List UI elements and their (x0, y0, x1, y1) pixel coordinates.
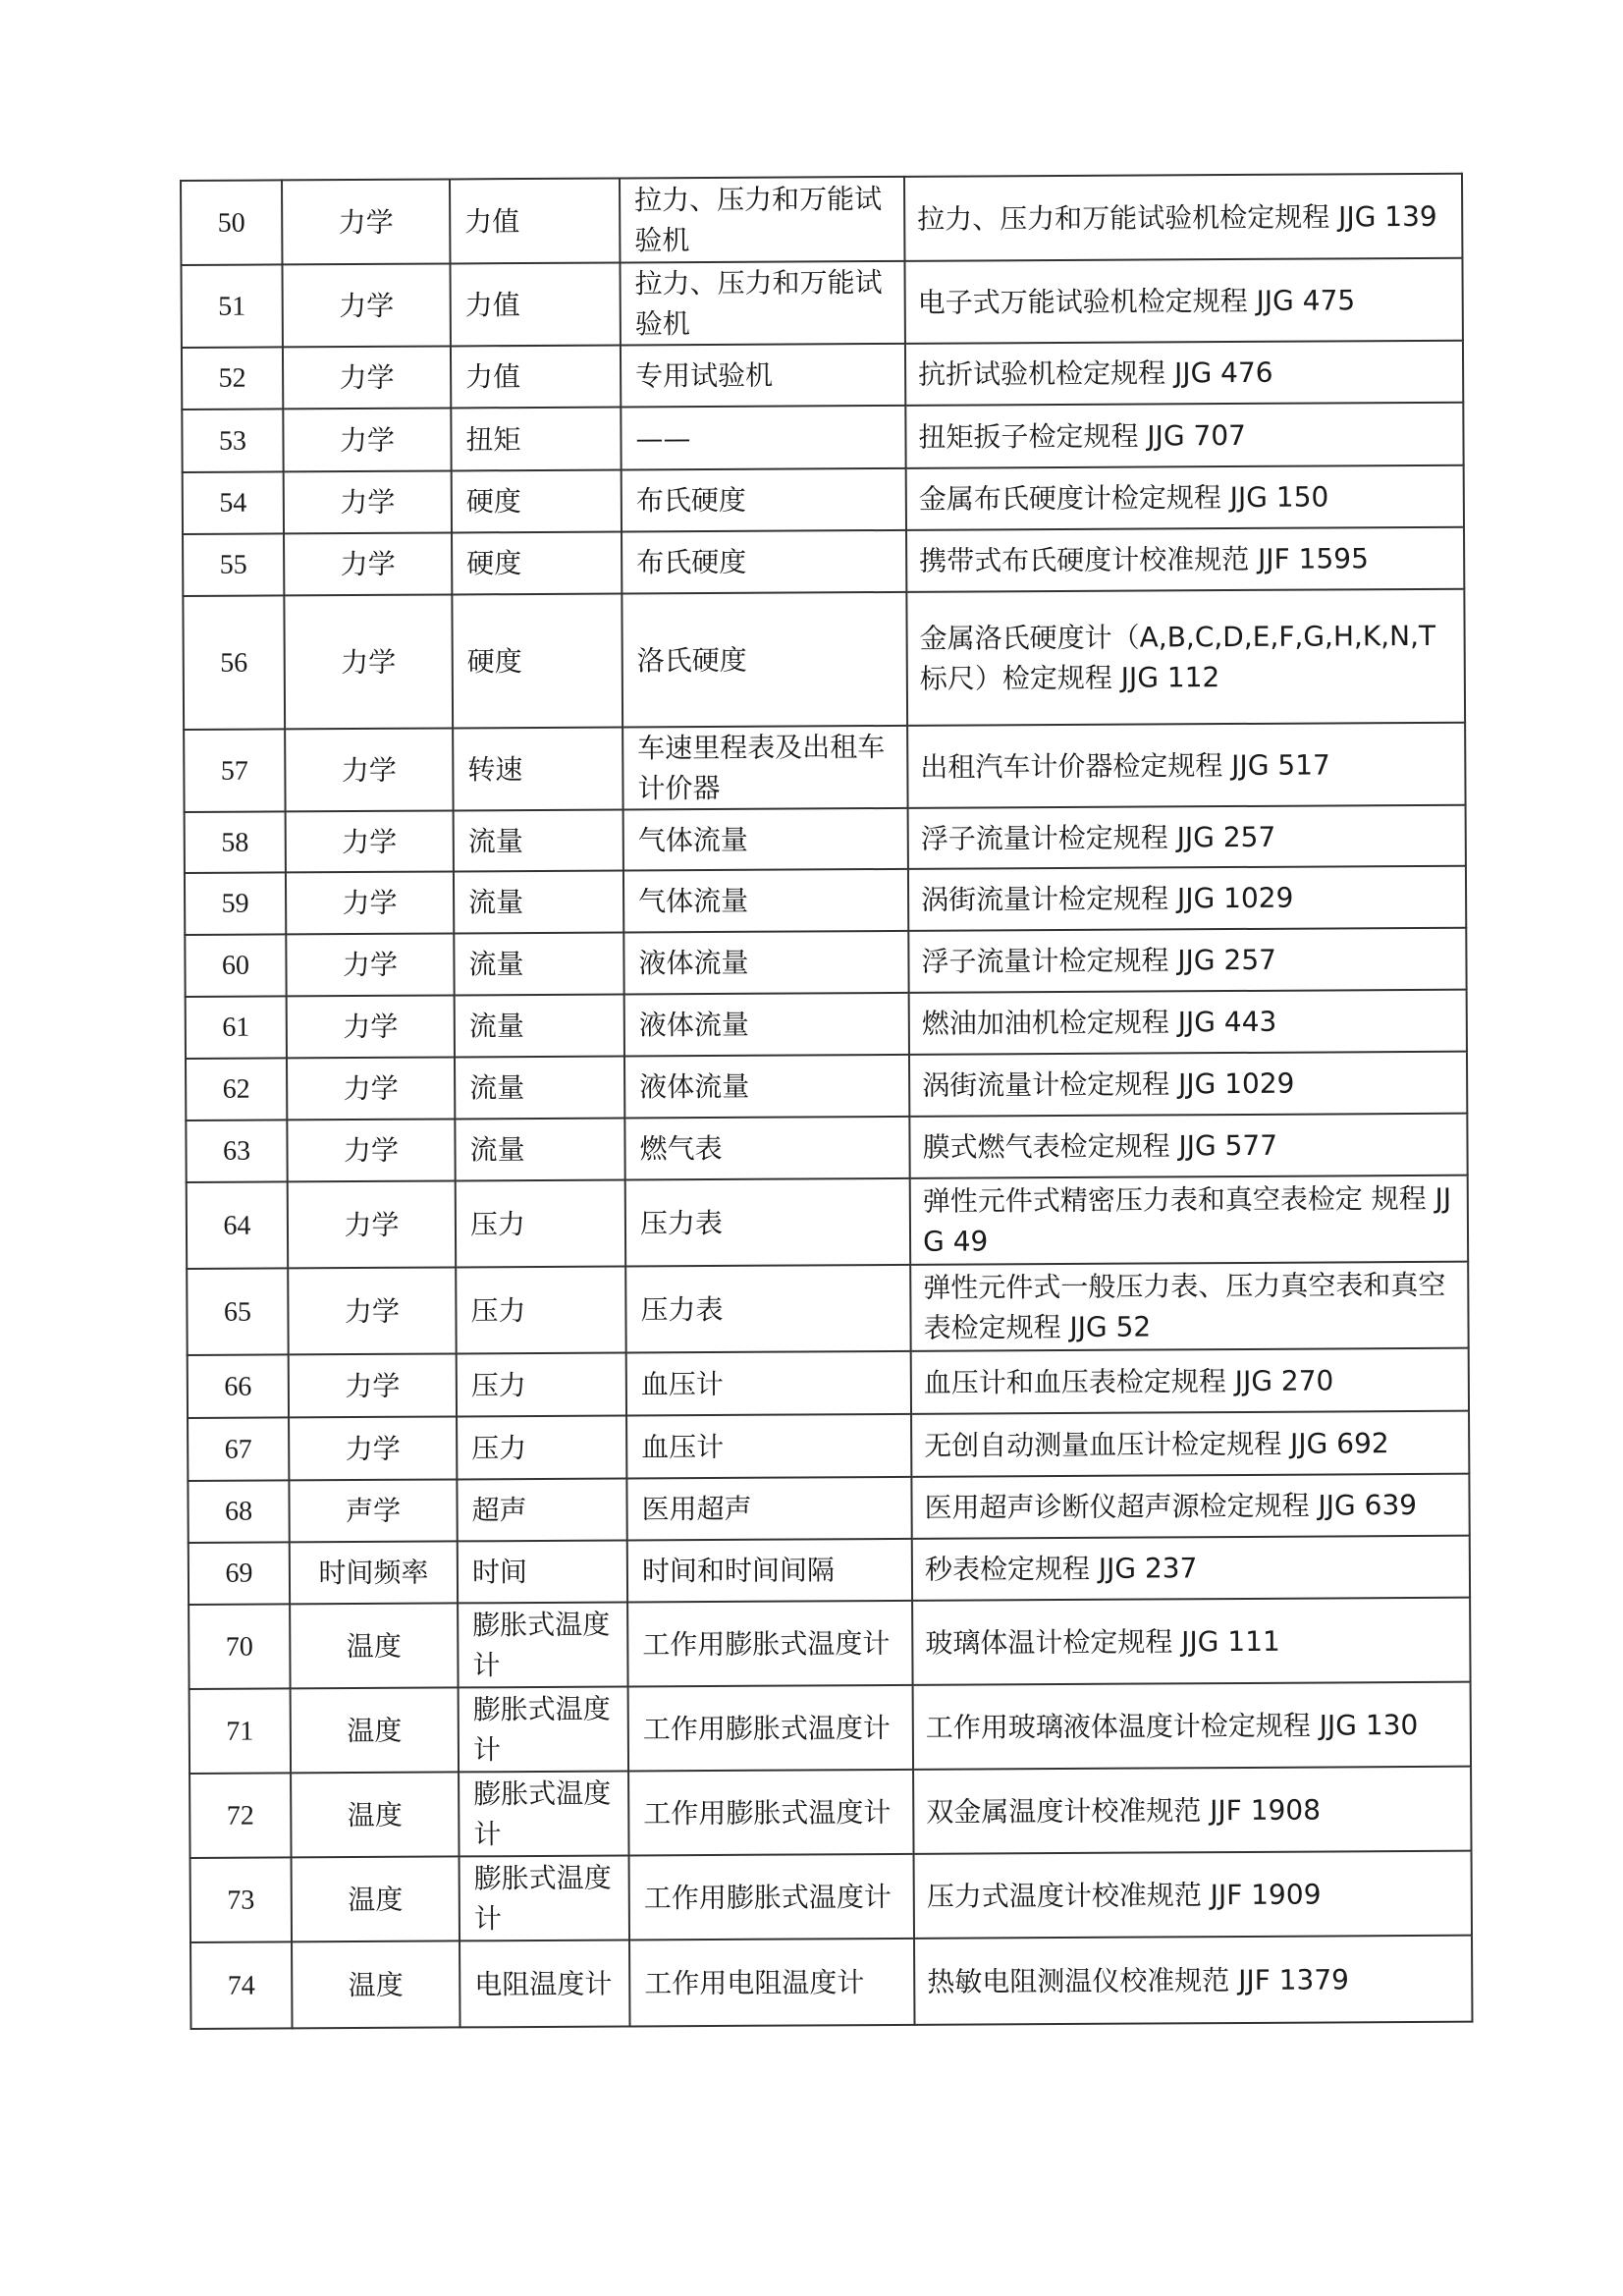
table-row (190, 1936, 1472, 2029)
table-row (188, 1474, 1469, 1543)
measurement-area: 力学 (284, 470, 452, 533)
row-number: 58 (185, 811, 286, 873)
row-number: 56 (183, 595, 285, 730)
regulation-spec: 浮子流量计检定规程 JJG 257 (908, 928, 1466, 993)
measurement-subarea: 扭矩 (451, 407, 621, 470)
measurement-subarea: 超声 (457, 1478, 626, 1541)
measurement-area: 力学 (286, 933, 454, 996)
regulation-spec: 电子式万能试验机检定规程 JJG 475 (904, 258, 1462, 344)
table-row (183, 527, 1464, 596)
instrument-item: 工作用电阻温度计 (629, 1939, 914, 2027)
measurement-subarea: 流量 (454, 870, 623, 933)
row-number: 54 (183, 471, 284, 534)
measurement-subarea: 膨胀式温度计 (458, 1602, 627, 1687)
regulation-spec: 玻璃体温计检定规程 JJG 111 (912, 1598, 1470, 1685)
table-row (185, 928, 1466, 997)
table-row (185, 805, 1466, 873)
regulation-spec: 秒表检定规程 JJG 237 (912, 1536, 1470, 1601)
measurement-subarea: 流量 (455, 1056, 624, 1119)
measurement-area: 力学 (289, 1416, 457, 1480)
row-number: 66 (188, 1354, 289, 1418)
table-row (188, 1411, 1469, 1481)
measurement-subarea: 力值 (450, 178, 620, 263)
table-row (188, 1348, 1469, 1418)
instrument-item: 燃气表 (624, 1117, 909, 1180)
row-number: 55 (183, 533, 284, 596)
row-number: 52 (182, 347, 283, 410)
measurement-subarea: 流量 (454, 809, 623, 871)
measurement-area: 力学 (285, 728, 453, 811)
row-number: 63 (186, 1120, 287, 1182)
measurement-subarea: 电阻温度计 (460, 1940, 629, 2027)
row-number: 74 (190, 1941, 292, 2029)
measurement-subarea: 力值 (451, 345, 621, 408)
instrument-item: 洛氏硬度 (622, 592, 907, 728)
regulation-spec: 热敏电阻测温仪校准规范 JJF 1379 (914, 1936, 1472, 2025)
table-row (181, 258, 1462, 348)
instrument-item: 压力表 (625, 1178, 910, 1267)
table-row (186, 1114, 1467, 1182)
table-row (189, 1536, 1470, 1605)
regulation-spec: 膜式燃气表检定规程 JJG 577 (909, 1114, 1467, 1178)
table-row (187, 1262, 1468, 1355)
measurement-subarea: 流量 (455, 1118, 624, 1180)
instrument-item: 拉力、压力和万能试验机 (620, 261, 904, 346)
measurement-area: 力学 (287, 995, 455, 1058)
instrument-item: 布氏硬度 (622, 468, 906, 532)
measurement-area: 力学 (283, 346, 451, 409)
standards-table (180, 173, 1474, 2030)
measurement-area: 温度 (292, 1856, 460, 1941)
instrument-item: 血压计 (626, 1414, 911, 1479)
standards-table-body (181, 174, 1472, 2029)
instrument-item: 工作用膨胀式温度计 (629, 1854, 914, 1941)
measurement-area: 温度 (291, 1687, 459, 1773)
row-number: 70 (189, 1604, 290, 1689)
row-number: 72 (189, 1773, 291, 1858)
row-number: 62 (186, 1058, 287, 1121)
regulation-spec: 浮子流量计检定规程 JJG 257 (908, 805, 1466, 869)
table-row (189, 1682, 1471, 1774)
row-number: 50 (181, 180, 282, 265)
row-number: 60 (185, 934, 286, 997)
measurement-subarea: 力值 (450, 262, 620, 346)
table-row (190, 1851, 1472, 1942)
row-number: 51 (181, 264, 282, 348)
measurement-area: 温度 (290, 1603, 458, 1688)
instrument-item: 气体流量 (623, 869, 908, 933)
measurement-subarea: 转速 (453, 727, 622, 810)
measurement-area: 力学 (289, 1353, 457, 1417)
regulation-spec: 抗折试验机检定规程 JJG 476 (905, 341, 1463, 406)
table-row (181, 174, 1462, 265)
row-number: 61 (186, 996, 287, 1059)
regulation-spec: 压力式温度计校准规范 JJF 1909 (914, 1851, 1472, 1939)
table-row (182, 403, 1463, 472)
row-number: 71 (189, 1688, 291, 1774)
regulation-spec: 金属布氏硬度计检定规程 JJG 150 (906, 465, 1464, 530)
measurement-area: 力学 (287, 1057, 455, 1120)
measurement-subarea: 膨胀式温度计 (460, 1855, 629, 1941)
measurement-subarea: 压力 (456, 1179, 625, 1267)
regulation-spec: 金属洛氏硬度计（A,B,C,D,E,F,G,H,K,N,T 标尺）检定规程 JJG 112 (906, 589, 1465, 726)
measurement-subarea: 膨胀式温度计 (459, 1686, 628, 1772)
row-number: 59 (185, 872, 286, 935)
row-number: 57 (184, 729, 285, 812)
row-number: 53 (182, 409, 283, 472)
measurement-area: 温度 (291, 1772, 459, 1857)
measurement-subarea: 流量 (454, 932, 623, 995)
measurement-area: 力学 (282, 263, 450, 347)
instrument-item: 工作用膨胀式温度计 (628, 1685, 913, 1772)
instrument-item: 布氏硬度 (622, 530, 906, 594)
table-row (185, 866, 1466, 935)
instrument-item: 血压计 (626, 1351, 911, 1416)
regulation-spec: 出租汽车计价器检定规程 JJG 517 (907, 723, 1465, 808)
regulation-spec: 弹性元件式精密压力表和真空表检定 规程 JJG 49 (910, 1175, 1468, 1265)
regulation-spec: 扭矩扳子检定规程 JJG 707 (905, 403, 1463, 468)
row-number: 68 (188, 1480, 289, 1543)
table-row (186, 1052, 1467, 1121)
measurement-area: 力学 (283, 408, 451, 471)
table-row (189, 1767, 1471, 1858)
instrument-item: 液体流量 (623, 931, 908, 995)
instrument-item: —— (621, 406, 905, 470)
table-row (186, 990, 1467, 1059)
table-row (189, 1598, 1470, 1689)
measurement-subarea: 硬度 (452, 469, 622, 532)
row-number: 67 (188, 1417, 289, 1481)
regulation-spec: 双金属温度计校准规范 JJF 1908 (913, 1767, 1471, 1854)
regulation-spec: 工作用玻璃液体温度计检定规程 JJG 130 (913, 1682, 1471, 1770)
instrument-item: 拉力、压力和万能试验机 (620, 177, 904, 263)
instrument-item: 气体流量 (623, 808, 908, 871)
instrument-item: 车速里程表及出租车计价器 (622, 726, 907, 810)
instrument-item: 液体流量 (624, 993, 909, 1057)
table-row (184, 723, 1465, 812)
instrument-item: 压力表 (625, 1265, 910, 1353)
measurement-area: 力学 (288, 1180, 456, 1268)
measurement-subarea: 时间 (458, 1540, 627, 1603)
table-row (182, 341, 1463, 410)
table-row (187, 1175, 1468, 1269)
row-number: 73 (190, 1857, 292, 1942)
measurement-subarea: 压力 (456, 1266, 625, 1353)
regulation-spec: 拉力、压力和万能试验机检定规程 JJG 139 (904, 174, 1462, 261)
regulation-spec: 携带式布氏硬度计校准规范 JJF 1595 (906, 527, 1464, 592)
measurement-area: 力学 (284, 594, 453, 729)
instrument-item: 液体流量 (624, 1055, 909, 1119)
regulation-spec: 燃油加油机检定规程 JJG 443 (909, 990, 1467, 1055)
measurement-subarea: 流量 (455, 994, 624, 1057)
measurement-area: 力学 (284, 532, 452, 595)
measurement-area: 时间频率 (290, 1541, 458, 1604)
measurement-area: 力学 (288, 1267, 456, 1354)
measurement-area: 声学 (289, 1479, 457, 1542)
measurement-subarea: 硬度 (452, 593, 622, 728)
measurement-subarea: 压力 (457, 1352, 626, 1416)
measurement-subarea: 膨胀式温度计 (459, 1771, 628, 1856)
instrument-item: 时间和时间间隔 (627, 1539, 912, 1603)
regulation-spec: 无创自动测量血压计检定规程 JJG 692 (911, 1411, 1469, 1477)
table-row (183, 589, 1465, 730)
regulation-spec: 涡街流量计检定规程 JJG 1029 (908, 866, 1466, 931)
instrument-item: 专用试验机 (621, 344, 905, 408)
regulation-spec: 医用超声诊断仪超声源检定规程 JJG 639 (911, 1474, 1469, 1539)
regulation-spec: 涡街流量计检定规程 JJG 1029 (909, 1052, 1467, 1117)
measurement-area: 力学 (286, 871, 454, 934)
instrument-item: 工作用膨胀式温度计 (628, 1770, 913, 1856)
measurement-area: 力学 (286, 810, 454, 872)
row-number: 64 (187, 1181, 288, 1269)
measurement-subarea: 压力 (457, 1415, 626, 1479)
measurement-area: 力学 (287, 1119, 455, 1181)
measurement-subarea: 硬度 (452, 531, 622, 594)
instrument-item: 医用超声 (626, 1477, 911, 1541)
regulation-spec: 弹性元件式一般压力表、压力真空表和真空表检定规程 JJG 52 (910, 1262, 1468, 1351)
instrument-item: 工作用膨胀式温度计 (627, 1601, 912, 1687)
measurement-area: 力学 (282, 179, 450, 264)
row-number: 65 (187, 1268, 288, 1355)
regulation-spec: 血压计和血压表检定规程 JJG 270 (911, 1348, 1469, 1414)
measurement-area: 温度 (292, 1941, 460, 2028)
row-number: 69 (189, 1542, 290, 1605)
table-row (183, 465, 1464, 534)
